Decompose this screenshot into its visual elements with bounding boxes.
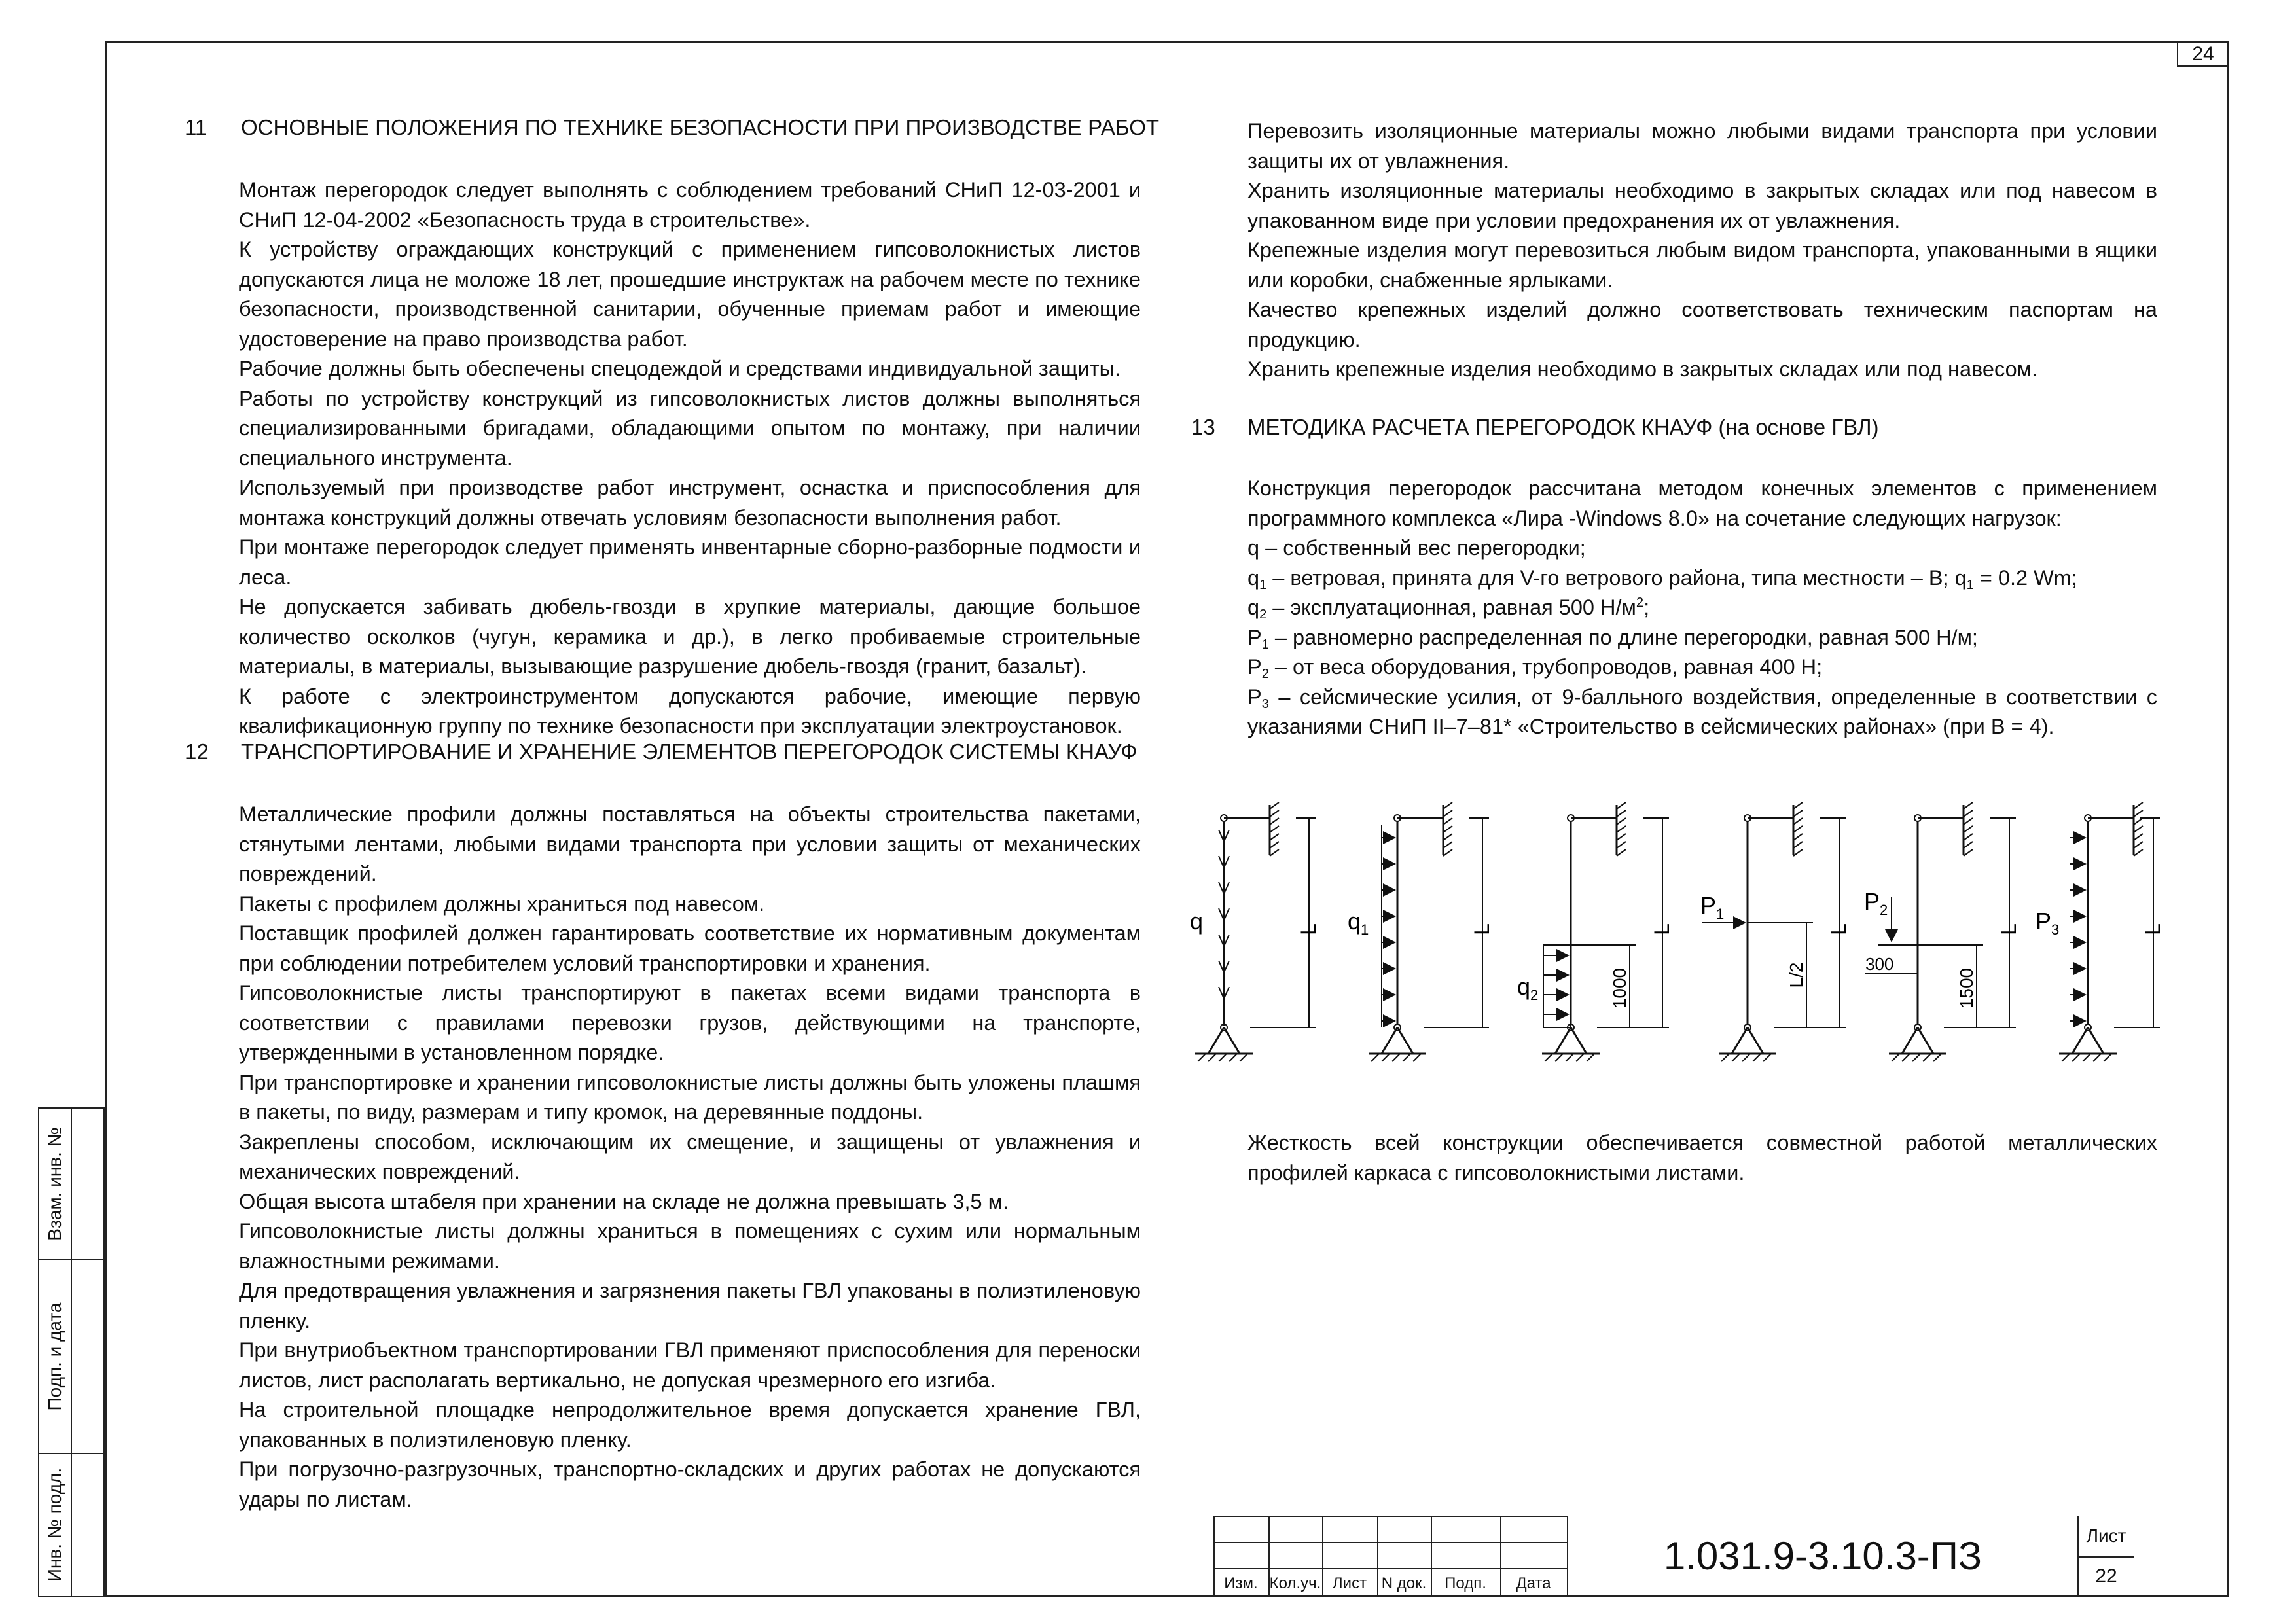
load-text: – сейсмические усилия, от 9-балльного воздействия, определенные в соответствии с указаниями СНиП II–7–81* «Строительство в сейсмических районах» (при В = 4). [1247,685,2157,738]
scheme-q [1190,802,1320,1061]
scheme-p3 [2036,802,2164,1061]
paragraph: Хранить изоляционные материалы необходимо в закрытых складах или под навесом в упакованном виде при условии предохранения их от увлажнения. [1247,179,2157,232]
load-q [1247,533,2157,563]
scheme-p1 [1700,802,1850,1061]
load-text: – ветровая, принята для V-го ветрового района, типа местности – В; q [1266,565,1967,590]
paragraph: К работе с электроинструментом допускаются рабочие, имеющие первую квалификационную группу по технике безопасности при эксплуатации электроустановок. [239,684,1141,738]
section-12-heading [185,740,1137,764]
paragraph: При погрузочно-разгрузочных, транспортно-складских и других работах не допускаются удары по листам. [239,1457,1141,1511]
section-11-heading [185,115,1159,140]
load-subscript: 1 [1259,577,1267,592]
load-subscript: 2 [1259,607,1267,622]
load-text: = 0.2 Wm; [1973,565,2077,590]
label-q2: $q_2$ [1517,973,1539,1003]
paragraph: При монтаже перегородок следует применять инвентарные сборно-разборные подмости и леса. [239,535,1141,589]
side-label-replace-inv: Взам. инв. № [45,1127,65,1241]
top-page-number: 24 [2177,41,2229,67]
paragraph: Используемый при производстве работ инструмент, оснастка и приспособления для монтажа конструкций должны отвечать условиям безопасности выполнения работ. [239,476,1141,529]
label-p3: $P_3$ [2036,908,2060,938]
label-L: L [1297,923,1320,935]
paragraph: Не допускается забивать дюбель-гвозди в хрупкие материалы, дающие большое количество осколков (чугун, керамика и др.), в легко пробиваемые строительные материалы, в материалы, вызывающие разрушение дюбель-гвоздя (гранит, базальт). [239,595,1141,678]
paragraph: Перевозить изоляционные материалы можно любыми видами транспорта при условии защиты их от увлажнения. [1247,119,2157,173]
paragraph: Хранить крепежные изделия необходимо в закрытых складах или под навесом. [1247,357,2038,381]
load-text: ; [1643,596,1650,619]
scheme-q2 [1517,802,1674,1061]
label-L: L [2141,923,2164,935]
paragraph: Монтаж перегородок следует выполнять с соблюдением требований СНиП 12-03-2001 и СНиП 12-04-2002 «Безопасность труда в строительстве». [239,178,1141,232]
dim-300: 300 [1865,954,1894,974]
load-symbol: q [1247,565,1260,590]
section-11-title: ОСНОВНЫЕ ПОЛОЖЕНИЯ ПО ТЕХНИКЕ БЕЗОПАСНОСТИ ПРИ ПРОИЗВОДСТВЕ РАБОТ [241,115,1160,139]
dim-L2: L/2 [1786,962,1806,988]
load-p1 [1247,623,2157,653]
load-q1 [1247,563,2157,594]
tb-col-doc: N док. [1381,1575,1427,1592]
load-superscript: 2 [1636,596,1644,611]
paragraph: Качество крепежных изделий должно соответствовать техническим паспортам на продукцию. [1247,298,2157,351]
load-schemes-diagram [1178,779,2173,1080]
label-q: q [1190,908,1204,935]
tb-col-sign: Подп. [1444,1575,1486,1592]
dim-1000: 1000 [1609,967,1630,1009]
paragraph: На строительной площадке непродолжительное время допускается хранение ГВЛ, упакованных в полиэтиленовую пленку. [239,1398,1141,1452]
tb-col-sheet: Лист [1332,1575,1367,1592]
paragraph: Жесткость всей конструкции обеспечивается совместной работой металлических профилей каркаса с гипсоволокнистыми листами. [1247,1131,2157,1185]
paragraph: Закреплены способом, исключающим их смещение, и защищены от увлажнения и механических повреждений. [239,1130,1141,1183]
section-13-body [1247,474,2157,742]
paragraph: Поставщик профилей должен гарантировать соответствие их нормативным документам при соблюдении потребителем условий транспортировки и хранения. [239,921,1141,975]
load-subscript: 2 [1261,667,1269,682]
paragraph: Гипсоволокнистые листы транспортируют в пакетах всеми видами транспорта в соответствии с правилами перевозки грузов, действующими на транспорте, утвержденными в установленном порядке. [239,981,1141,1064]
load-subscript: 1 [1261,637,1269,652]
side-row-replace-inv [38,1107,105,1260]
load-text: – от веса оборудования, трубопроводов, равная 400 Н; [1268,655,1823,679]
label-L: L [1827,923,1850,935]
side-row-original-inv [38,1453,105,1597]
scheme-q1 [1348,802,1494,1061]
sheet-label: Лист [2079,1516,2134,1558]
section-12-body [239,800,1141,1514]
load-symbol: q [1247,596,1260,619]
document-code: 1.031.9-3.10.3-ПЗ [1567,1516,2079,1597]
load-q2 [1247,593,2157,623]
paragraph: При внутриобъектном транспортировании ГВЛ применяют приспособления для переноски листов, лист располагать вертикально, не допуская чрезмерного его изгиба. [239,1338,1141,1392]
paragraph: Для предотвращения увлажнения и загрязнения пакеты ГВЛ упакованы в полиэтиленовую пленку. [239,1279,1141,1332]
paragraph: Конструкция перегородок рассчитана методом конечных элементов с применением программного комплекса «Лира -Windows 8.0» на сочетание следующих нагрузок: [1247,476,2157,530]
scheme-p2 [1864,802,2020,1061]
load-symbol: P [1247,625,1262,649]
section-12-continued [1247,116,2157,385]
section-12-number: 12 [185,740,209,764]
paragraph: Пакеты с профилем должны храниться под навесом. [239,891,765,916]
load-symbol: P [1247,685,1262,709]
section-12-title: ТРАНСПОРТИРОВАНИЕ И ХРАНЕНИЕ ЭЛЕМЕНТОВ ПЕРЕГОРОДОК СИСТЕМЫ КНАУФ [241,740,1138,764]
paragraph: Металлические профили должны поставляться на объекты строительства пакетами, стянутыми лентами, любыми видами транспорта при условии защиты от механических повреждений. [239,802,1141,885]
load-text: – эксплуатационная, равная 500 Н/м [1266,596,1636,619]
section-13-number: 13 [1191,415,1215,439]
load-text: – собственный вес перегородки; [1259,536,1586,560]
title-block [1213,1516,2229,1597]
label-p2: $P_2$ [1864,888,1888,918]
section-13-heading [1191,415,1878,440]
tb-col-change: Изм. [1224,1575,1258,1592]
load-subscript: 3 [1261,696,1269,711]
side-row-sign-date [38,1259,105,1454]
sheet-box [2079,1516,2134,1597]
label-q1: $q_1$ [1348,908,1369,938]
load-text: – равномерно распределенная по длине перегородки, равная 500 Н/м; [1268,625,1978,649]
dim-1500: 1500 [1956,967,1977,1009]
paragraph: При транспортировке и хранении гипсоволокнистые листы должны быть уложены плашмя в пакеты, по виду, размерам и типу кромок, на деревянные поддоны. [239,1070,1141,1124]
paragraph: Рабочие должны быть обеспечены спецодеждой и средствами индивидуальной защиты. [239,357,1121,380]
section-11-body [239,175,1141,741]
paragraph: Гипсоволокнистые листы должны храниться в помещениях с сухим или нормальным влажностными режимами. [239,1219,1141,1273]
paragraph: Крепежные изделия могут перевозиться любым видом транспорта, упакованными в ящики или коробки, снабженные ярлыками. [1247,238,2157,292]
sheet-number: 22 [2095,1565,2117,1587]
label-L: L [1470,923,1494,935]
tb-col-date: Дата [1516,1575,1551,1592]
paragraph: Работы по устройству конструкций из гипсоволокнистых листов должны выполняться специализированными бригадами, обладающими опытом по монтажу, при наличии специального инструмента. [239,386,1141,470]
label-p1: $P_1$ [1700,892,1725,922]
load-subscript: 1 [1966,577,1974,592]
paragraph: Общая высота штабеля при хранении на складе не должна превышать 3,5 м. [239,1189,1009,1213]
title-block-grid [1213,1516,1567,1597]
label-L: L [1650,923,1674,935]
paragraph: К устройству ограждающих конструкций с применением гипсоволокнистых листов допускаются лица не моложе 18 лет, прошедшие инструктаж на рабочем месте по технике безопасности, производственной санитарии, обученные приемам работ и имеющие удостоверение на право производства работ. [239,238,1141,351]
section-13-outro [1247,1128,2157,1188]
section-11-number: 11 [185,115,207,139]
section-13-title: МЕТОДИКА РАСЧЕТА ПЕРЕГОРОДОК КНАУФ (на основе ГВЛ) [1247,415,1879,439]
label-L: L [1997,923,2020,935]
side-stamp-strip [38,1107,105,1597]
side-label-original-inv: Инв. № подл. [45,1467,65,1582]
side-label-sign-date: Подп. и дата [45,1302,65,1411]
load-symbol: q [1247,536,1260,560]
load-p2 [1247,652,2157,683]
load-p3 [1247,683,2157,742]
load-symbol: P [1247,655,1262,679]
tb-col-count: Кол.уч. [1269,1575,1321,1592]
